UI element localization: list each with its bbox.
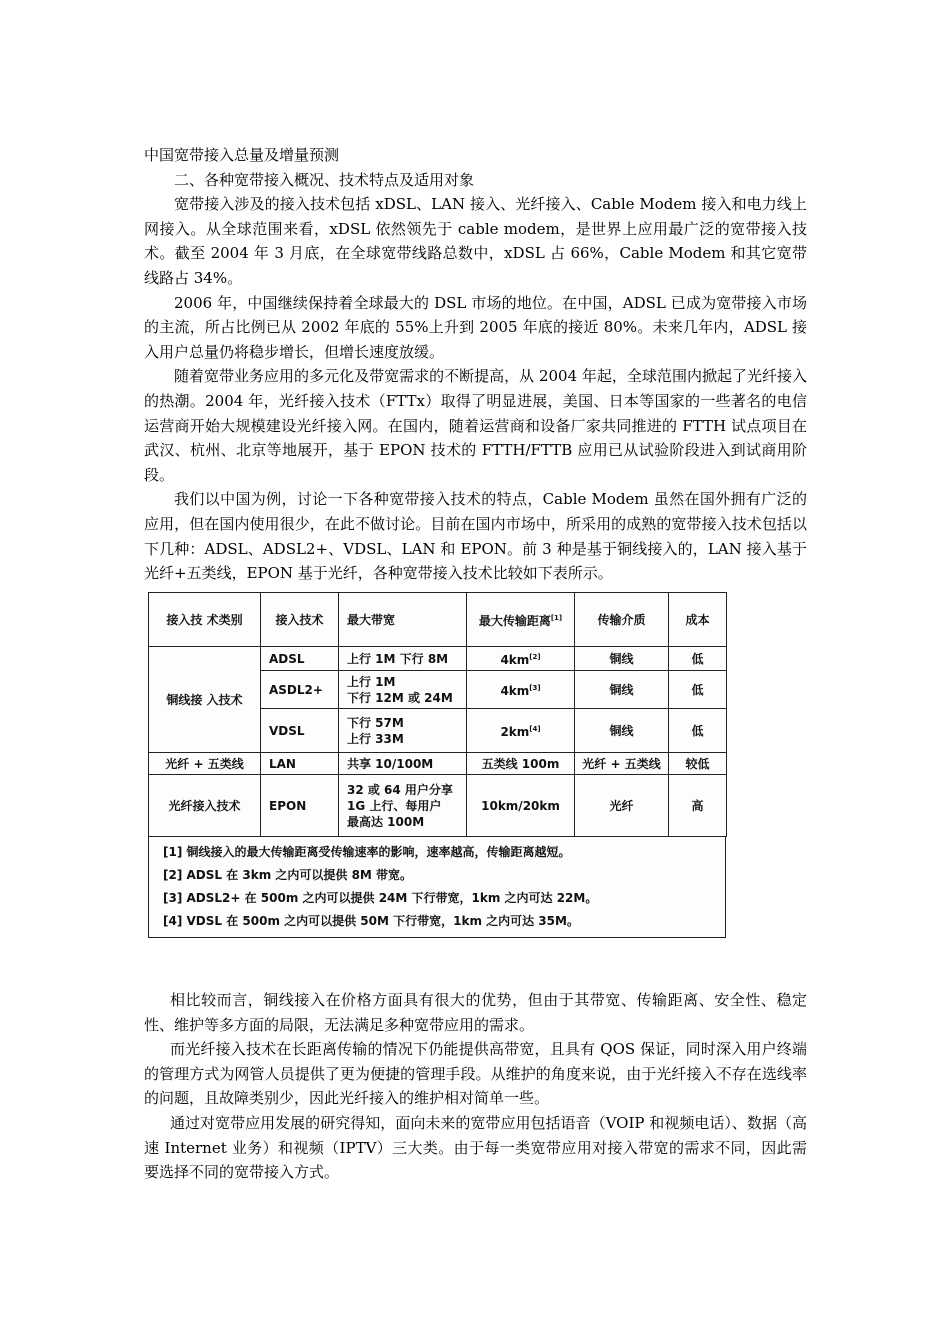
table-note: [2] ADSL 在 3km 之内可以提供 8M 带宽。	[163, 868, 413, 882]
cost-cell: 高	[669, 775, 727, 837]
table-row	[149, 753, 727, 775]
bandwidth-cell: 上行 1M 下行 8M	[339, 647, 467, 671]
table-row	[149, 647, 727, 671]
header-medium: 传输介质	[575, 593, 669, 647]
category-copper: 铜线接 入技术	[149, 647, 261, 753]
medium-cell: 铜线	[575, 647, 669, 671]
tech-cell: ASDL2+	[261, 671, 339, 709]
figure-caption: 中国宽带接入总量及增量预测	[144, 146, 340, 164]
paragraph: 而光纤接入技术在长距离传输的情况下仍能提供高带宽，且具有 QOS 保证，同时深入用户终端的管理方式为网管人员提供了更为便捷的管理手段。从维护的角度来说，由于光纤接入不存在选线率的问题，且故障类别少，因此光纤接入的维护相对简单一些。	[144, 1040, 807, 1108]
cost-cell: 低	[669, 647, 727, 671]
header-distance: 最大传输距离[1]	[467, 593, 575, 647]
header-cost: 成本	[669, 593, 727, 647]
cost-cell: 低	[669, 709, 727, 753]
distance-cell: 10km/20km	[467, 775, 575, 837]
bandwidth-cell: 共享 10/100M	[339, 753, 467, 775]
medium-cell: 铜线	[575, 671, 669, 709]
paragraph: 2006 年，中国继续保持着全球最大的 DSL 市场的地位。在中国，ADSL 已成为宽带接入市场的主流，所占比例已从 2002 年底的 55%上升到 2005 年底的接近 80%。未来几年内，ADSL 接入用户总量仍将稳步增长，但增长速度放缓。	[144, 293, 807, 361]
bandwidth-cell: 上行 1M 下行 12M 或 24M	[339, 671, 467, 709]
comparison-table-image	[148, 592, 726, 937]
tech-cell: VDSL	[261, 709, 339, 753]
bandwidth-cell: 32 或 64 用户分享 1G 上行、每用户 最高达 100M	[339, 775, 467, 837]
section-heading: 二、各种宽带接入概况、技术特点及适用对象	[174, 170, 475, 189]
table-notes	[148, 837, 726, 938]
distance-cell: 2km[4]	[467, 709, 575, 753]
tech-cell: EPON	[261, 775, 339, 837]
comparison-table	[148, 592, 727, 837]
table-note: [4] VDSL 在 500m 之内可以提供 50M 下行带宽，1km 之内可达 35M。	[163, 914, 579, 928]
distance-cell: 五类线 100m	[467, 753, 575, 775]
medium-cell: 光纤 + 五类线	[575, 753, 669, 775]
table-note: [3] ADSL2+ 在 500m 之内可以提供 24M 下行带宽，1km 之内可达 22M。	[163, 891, 598, 905]
distance-cell: 4km[3]	[467, 671, 575, 709]
table-header-row	[149, 593, 727, 647]
paragraph: 随着宽带业务应用的多元化及带宽需求的不断提高，从 2004 年起，全球范围内掀起了光纤接入的热潮。2004 年，光纤接入技术（FTTx）取得了明显进展，美国、日本等国家的一些著名的电信运营商开始大规模建设光纤接入网。在国内，随着运营商和设备厂家共同推进的 FTTH 试点项目在武汉、杭州、北京等地展开，基于 EPON 技术的 FTTH/FTTB 应用已从试验阶段进入到试商用阶段。	[144, 367, 807, 484]
tech-cell: ADSL	[261, 647, 339, 671]
table-note: [1] 铜线接入的最大传输距离受传输速率的影响，速率越高，传输距离越短。	[163, 845, 571, 859]
medium-cell: 铜线	[575, 709, 669, 753]
category-cell: 光纤接入技术	[149, 775, 261, 837]
distance-cell: 4km[2]	[467, 647, 575, 671]
paragraph: 我们以中国为例，讨论一下各种宽带接入技术的特点，Cable Modem 虽然在国外拥有广泛的应用，但在国内使用很少，在此不做讨论。目前在国内市场中，所采用的成熟的宽带接入技术包括以下几种：ADSL、ADSL2+、VDSL、LAN 和 EPON。前 3 种是基于铜线接入的，LAN 接入基于光纤+五类线，EPON 基于光纤，各种宽带接入技术比较如下表所示。	[144, 490, 807, 583]
top-text-block	[144, 143, 807, 586]
table-row	[149, 775, 727, 837]
paragraph: 宽带接入涉及的接入技术包括 xDSL、LAN 接入、光纤接入、Cable Modem 接入和电力线上网接入。从全球范围来看，xDSL 依然领先于 cable modem，是世界上应用最广泛的宽带接入技术。截至 2004 年 3 月底，在全球宽带线路总数中，xDSL 占 66%，Cable Modem 和其它宽带线路占 34%。	[144, 195, 807, 287]
category-cell: 光纤 + 五类线	[149, 753, 261, 775]
header-tech: 接入技术	[261, 593, 339, 647]
cost-cell: 低	[669, 671, 727, 709]
bottom-text-block	[144, 988, 807, 1185]
paragraph: 通过对宽带应用发展的研究得知，面向未来的宽带应用包括语音（VOIP 和视频电话）、数据（高速 Internet 业务）和视频（IPTV）三大类。由于每一类宽带应用对接入带宽的需求不同，因此需要选择不同的宽带接入方式。	[144, 1113, 807, 1182]
bandwidth-cell: 下行 57M 上行 33M	[339, 709, 467, 753]
header-category: 接入技 术类别	[149, 593, 261, 647]
header-bandwidth: 最大带宽	[339, 593, 467, 647]
cost-cell: 较低	[669, 753, 727, 775]
tech-cell: LAN	[261, 753, 339, 775]
medium-cell: 光纤	[575, 775, 669, 837]
paragraph: 相比较而言，铜线接入在价格方面具有很大的优势，但由于其带宽、传输距离、安全性、稳定性、维护等多方面的局限，无法满足多种宽带应用的需求。	[144, 991, 807, 1034]
